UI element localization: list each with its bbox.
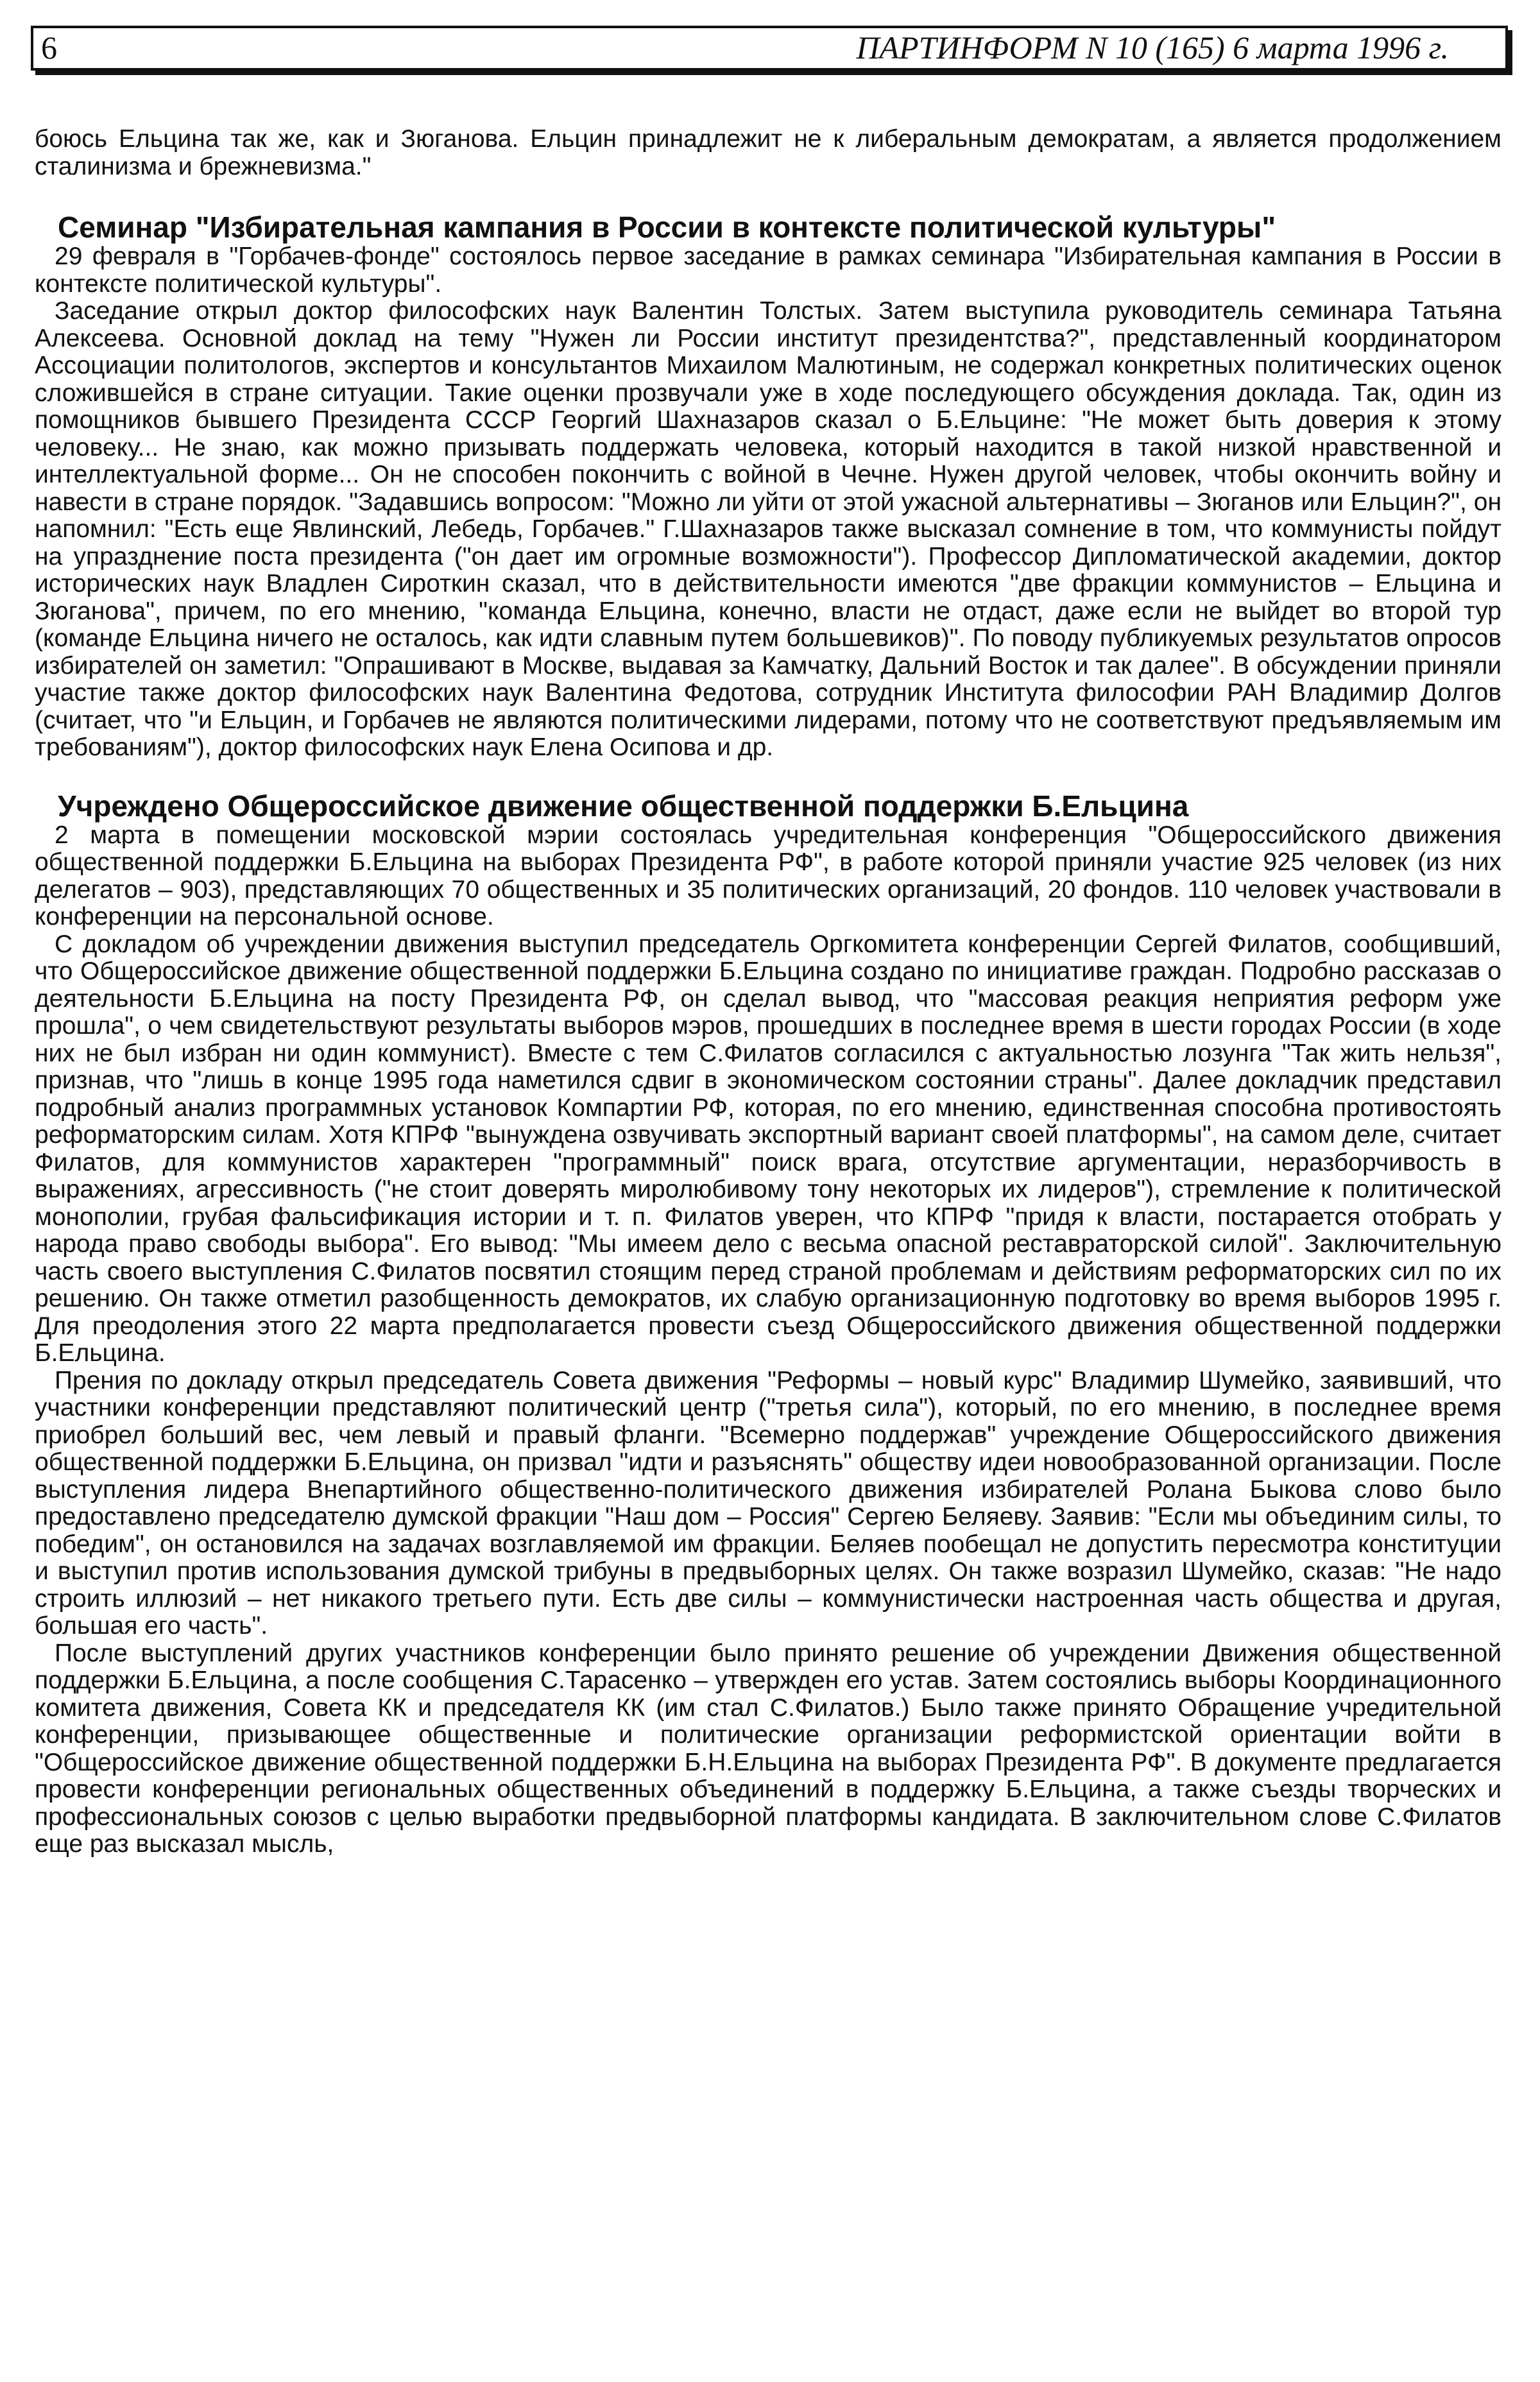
article-body [35,126,1502,1858]
article-paragraph: Заседание открыл доктор философских наук Валентин Толстых. Затем выступила руководитель семинара Татьяна Алексеева. Основной доклад на тему "Нужен ли России институт президентства?", представленный координатором Ассоциации политологов, экспертов и консультантов Михаилом Малютиным, не содержал конкретных политических оценок сложившейся в стране ситуации. Такие оценки прозвучали уже в ходе последующего обсуждения доклада. Так, один из помощников бывшего Президента СССР Георгий Шахназаров сказал о Б.Ельцине: "Не может быть доверия к этому человеку... Не знаю, как можно призывать поддержать человека, который находится в такой низкой нравственной и интеллектуальной форме... Он не способен покончить с войной в Чечне. Нужен другой человек, чтобы окончить войну и навести в стране порядок. "Задавшись вопросом: "Можно ли уйти от этой ужасной альтернативы – Зюганов или Ельцин?", он напомнил: "Есть еще Явлинский, Лебедь, Горбачев." Г.Шахназаров также высказал сомнение в том, что коммунисты пойдут на упразднение поста президента ("он дает им огромные возможности"). Профессор Дипломатической академии, доктор исторических наук Владлен Сироткин сказал, что в действительности имеются "две фракции коммунистов – Ельцина и Зюганова", причем, по его мнению, "команда Ельцина, конечно, власти не отдаст, даже если не выйдет во второй тур (команде Ельцина ничего не осталось, как идти славным путем большевиков)". По поводу публикуемых результатов опросов избирателей он заметил: "Опрашивают в Москве, выдавая за Камчатку, Дальний Восток и так далее". В обсуждении приняли участие также доктор философских наук Валентина Федотова, сотрудник Института философии РАН Владимир Долгов (считает, что "и Ельцин, и Горбачев не являются политическими лидерами, потому что не соответствуют предъявляемым им требованиям"), доктор философских наук Елена Осипова и др. [35,297,1502,761]
article-paragraph: Прения по докладу открыл председатель Совета движения "Реформы – новый курс" Владимир Шумейко, заявивший, что участники конференции представляют политический центр ("третья сила"), который, по его мнению, в последнее время приобрел больший вес, чем левый и правый фланги. "Всемерно поддержав" учреждение Общероссийского движения общественной поддержки Б.Ельцина, он призвал "идти и разъяснять" обществу идеи новообразованной организации. После выступления лидера Внепартийного общественно-политического движения избирателей Ролана Быкова слово было предоставлено председателю думской фракции "Наш дом – Россия" Сергею Беляеву. Заявив: "Если мы объединим силы, то победим", он остановился на задачах возглавляемой им фракции. Беляев пообещал не допустить пересмотра конституции и выступил против использования думской трибуны в предвыборных целях. Он также возразил Шумейко, сказав: "Не надо строить иллюзий – нет никакого третьего пути. Есть две силы – коммунистически настроенная часть общества и другая, большая его часть". [35,1366,1502,1640]
article-heading-seminar: Семинар "Избирательная кампания в России в контексте политической культуры" [58,210,1276,244]
article-heading-movement: Учреждено Общероссийское движение общественной поддержки Б.Ельцина [58,789,1189,823]
article-paragraph: После выступлений других участников конференции было принято решение об учреждении Движения общественной поддержки Б.Ельцина, а после сообщения С.Тарасенко – утвержден его устав. Затем состоялись выборы Координационного комитета движения, Совета КК и председателя КК (им стал С.Филатов.) Было также принято Обращение учредительной конференции, призывающее общественные и политические организации реформистской ориентации войти в "Общероссийское движение общественной поддержки Б.Н.Ельцина на выборах Президента РФ". В документе предлагается провести конференции региональных общественных объединений в поддержку Б.Ельцина, а также съезды творческих и профессиональных союзов с целью выработки предвыборной платформы кандидата. В заключительном слове С.Филатов еще раз высказал мысль, [35,1639,1502,1858]
article-paragraph: С докладом об учреждении движения выступил председатель Оргкомитета конференции Сергей Филатов, сообщивший, что Общероссийское движение общественной поддержки Б.Ельцина создано по инициативе граждан. Подробно рассказав о деятельности Б.Ельцина на посту Президента РФ, он сделал вывод, что "массовая реакция неприятия реформ уже прошла", о чем свидетельствуют результаты выборов мэров, прошедших в последнее время в шести городах России (в ходе них не был избран ни один коммунист). Вместе с тем С.Филатов согласился с актуальностью лозунга "Так жить нельзя", признав, что "лишь в конце 1995 года наметился сдвиг в экономическом состоянии страны". Далее докладчик представил подробный анализ программных установок Компартии РФ, которая, по его мнению, единственная способна противостоять реформаторским силам. Хотя КПРФ "вынуждена озвучивать экспортный вариант своей платформы", на самом деле, считает Филатов, для коммунистов характерен "программный" поиск врага, отсутствие аргументации, неразборчивость в выражениях, агрессивность ("не стоит доверять миролюбивому тону некоторых их лидеров"), стремление к политической монополии, грубая фальсификация истории и т. п. Филатов уверен, что КПРФ "придя к власти, постарается отобрать у народа право свободы выбора". Его вывод: "Мы имеем дело с весьма опасной реставраторской силой". Заключительную часть своего выступления С.Филатов посвятил стоящим перед страной проблемам и действиям реформаторских сил по их решению. Он также отметил разобщенность демократов, их слабую организационную подготовку во время выборов 1995 г. Для преодоления этого 22 марта предполагается провести съезд Общероссийского движения общественной поддержки Б.Ельцина. [35,930,1502,1367]
article-paragraph: 2 марта в помещении московской мэрии состоялась учредительная конференция "Общероссийского движения общественной поддержки Б.Ельцина на выборах Президента РФ", в работе которой приняли участие 925 человек (из них делегатов – 903), представляющих 70 общественных и 35 политических организаций, 20 фондов. 110 человек участвовали в конференции на персональной основе. [35,821,1502,930]
article-paragraph: 29 февраля в "Горбачев-фонде" состоялось первое заседание в рамках семинара "Избирательная кампания в России в контексте политической культуры". [35,243,1502,298]
publication-title: ПАРТИНФОРМ N 10 (165) 6 марта 1996 г. [856,30,1449,65]
page-number: 6 [41,30,57,65]
intro-paragraph: боюсь Ельцина так же, как и Зюганова. Ельцин принадлежит не к либеральным демократам, а является продолжением сталинизма и брежневизма." [35,125,1502,180]
page-header [31,26,1508,71]
